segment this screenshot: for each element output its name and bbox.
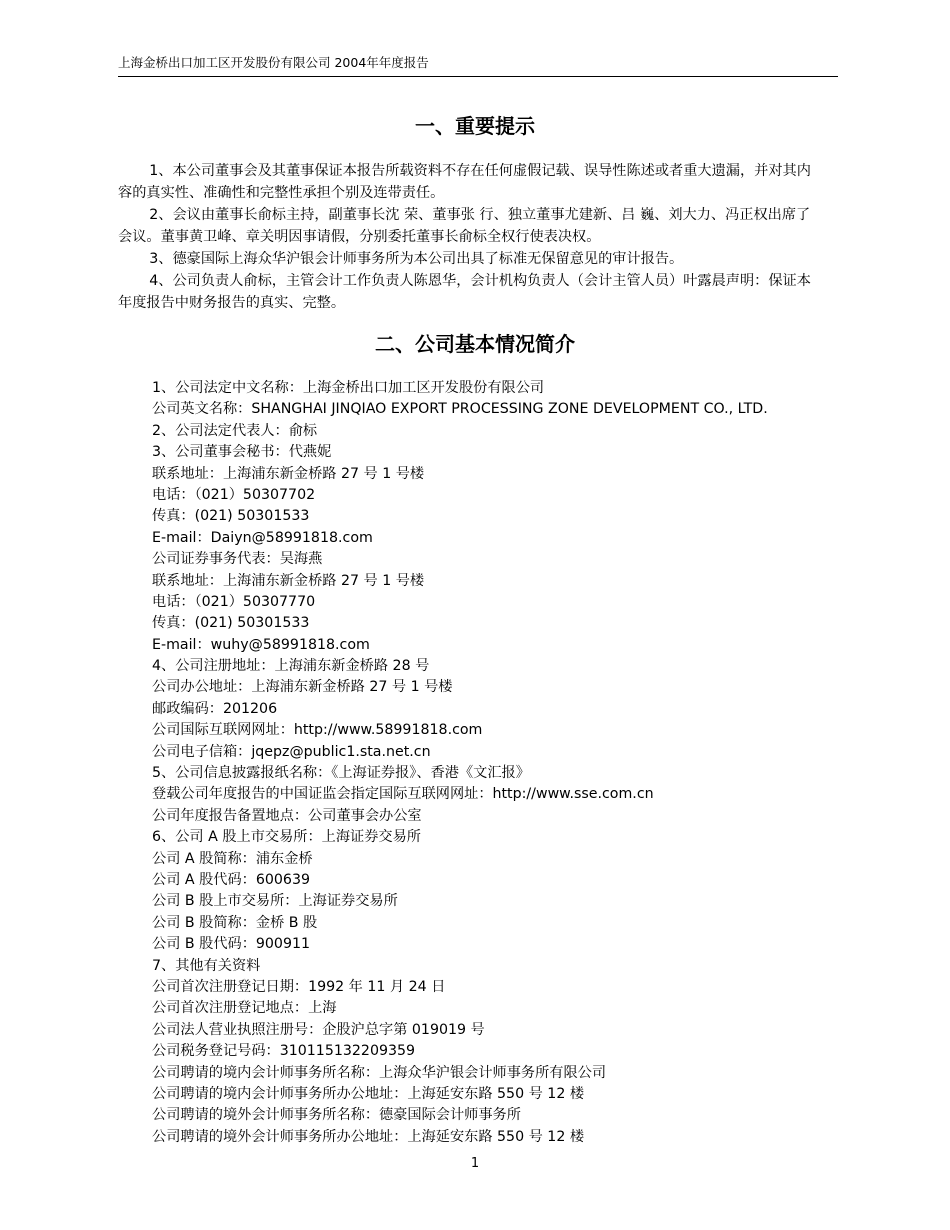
info-line: 3、公司董事会秘书：代燕妮 xyxy=(152,444,332,461)
notice-paragraph: 2、会议由董事长俞标主持，副董事长沈 荣、董事张 行、独立董事尤建新、吕 巍、刘大力、冯正权出席了会议。董事黄卫峰、章关明因事请假，分别委托董事长俞标全权行使表决权。 xyxy=(118,207,811,245)
section-title-important-notice: 一、重要提示 xyxy=(415,114,535,138)
info-line: 公司 B 股上市交易所：上海证券交易所 xyxy=(152,893,398,910)
info-line: 1、公司法定中文名称：上海金桥出口加工区开发股份有限公司 xyxy=(152,380,545,396)
info-line: 公司年度报告备置地点：公司董事会办公室 xyxy=(152,807,422,824)
info-line: 公司证券事务代表：吴海燕 xyxy=(152,551,323,568)
info-line: 传真：(021) 50301533 xyxy=(152,508,310,525)
info-line: 电话：（021）50307770 xyxy=(152,593,316,610)
info-line: 公司 B 股简称：金桥 B 股 xyxy=(152,914,318,931)
notice-paragraph: 4、公司负责人俞标，主管会计工作负责人陈恩华，会计机构负责人（会计主管人员）叶露晨声明：保证本年度报告中财务报告的真实、完整。 xyxy=(118,273,811,311)
info-line: 公司聘请的境外会计师事务所办公地址：上海延安东路 550 号 12 楼 xyxy=(152,1128,585,1145)
info-line: 公司办公地址：上海浦东新金桥路 27 号 1 号楼 xyxy=(152,679,453,696)
info-line: 公司电子信箱：jqepz@public1.sta.net.cn xyxy=(152,743,431,760)
info-line: 公司首次注册登记日期：1992 年 11 月 24 日 xyxy=(152,978,446,995)
notice-paragraph: 3、德豪国际上海众华沪银会计师事务所为本公司出具了标准无保留意见的审计报告。 xyxy=(149,251,684,267)
info-line: 7、其他有关资料 xyxy=(152,957,261,974)
info-line: 公司 A 股简称：浦东金桥 xyxy=(152,850,313,867)
page-header xyxy=(118,54,838,77)
info-line: 6、公司 A 股上市交易所：上海证券交易所 xyxy=(152,829,421,846)
important-notice-block xyxy=(118,160,818,314)
info-line: 公司英文名称：SHANGHAI JINQIAO EXPORT PROCESSING ZONE DEVELOPMENT CO., LTD. xyxy=(152,401,768,418)
company-info-list xyxy=(152,378,842,1148)
info-line: 5、公司信息披露报纸名称：《上海证券报》、香港《文汇报》 xyxy=(152,765,530,782)
info-line: 公司聘请的境外会计师事务所名称：德豪国际会计师事务所 xyxy=(152,1107,521,1124)
section-title-company-profile: 二、公司基本情况简介 xyxy=(375,332,575,356)
info-line: 传真：(021) 50301533 xyxy=(152,615,310,632)
info-line: 公司聘请的境内会计师事务所名称：上海众华沪银会计师事务所有限公司 xyxy=(152,1064,607,1081)
info-line: 联系地址：上海浦东新金桥路 27 号 1 号楼 xyxy=(152,572,425,589)
info-line: 电话：（021）50307702 xyxy=(152,486,316,503)
info-line: 公司国际互联网网址：http://www.58991818.com xyxy=(152,722,483,739)
info-line: 公司法人营业执照注册号：企股沪总字第 019019 号 xyxy=(152,1021,485,1038)
info-line: 联系地址：上海浦东新金桥路 27 号 1 号楼 xyxy=(152,465,425,482)
notice-paragraph: 1、本公司董事会及其董事保证本报告所载资料不存在任何虚假记载、误导性陈述或者重大遗漏，并对其内容的真实性、准确性和完整性承担个别及连带责任。 xyxy=(118,163,811,201)
info-line: 公司聘请的境内会计师事务所办公地址：上海延安东路 550 号 12 楼 xyxy=(152,1085,585,1102)
info-line: 2、公司法定代表人：俞标 xyxy=(152,422,318,439)
info-line: 公司首次注册登记地点：上海 xyxy=(152,1000,337,1017)
info-line: 登载公司年度报告的中国证监会指定国际互联网网址：http://www.sse.com.cn xyxy=(152,786,654,803)
info-line: E-mail：Daiyn@58991818.com xyxy=(152,529,373,546)
info-line: 公司 B 股代码：900911 xyxy=(152,936,311,953)
info-line: 邮政编码：201206 xyxy=(152,700,278,717)
info-line: 公司税务登记号码：310115132209359 xyxy=(152,1043,416,1060)
header-text: 上海金桥出口加工区开发股份有限公司 2004年年度报告 xyxy=(118,55,429,70)
info-line: 公司 A 股代码：600639 xyxy=(152,871,311,888)
info-line: 4、公司注册地址：上海浦东新金桥路 28 号 xyxy=(152,658,430,675)
info-line: E-mail：wuhy@58991818.com xyxy=(152,636,370,653)
page-number: 1 xyxy=(470,1156,480,1171)
